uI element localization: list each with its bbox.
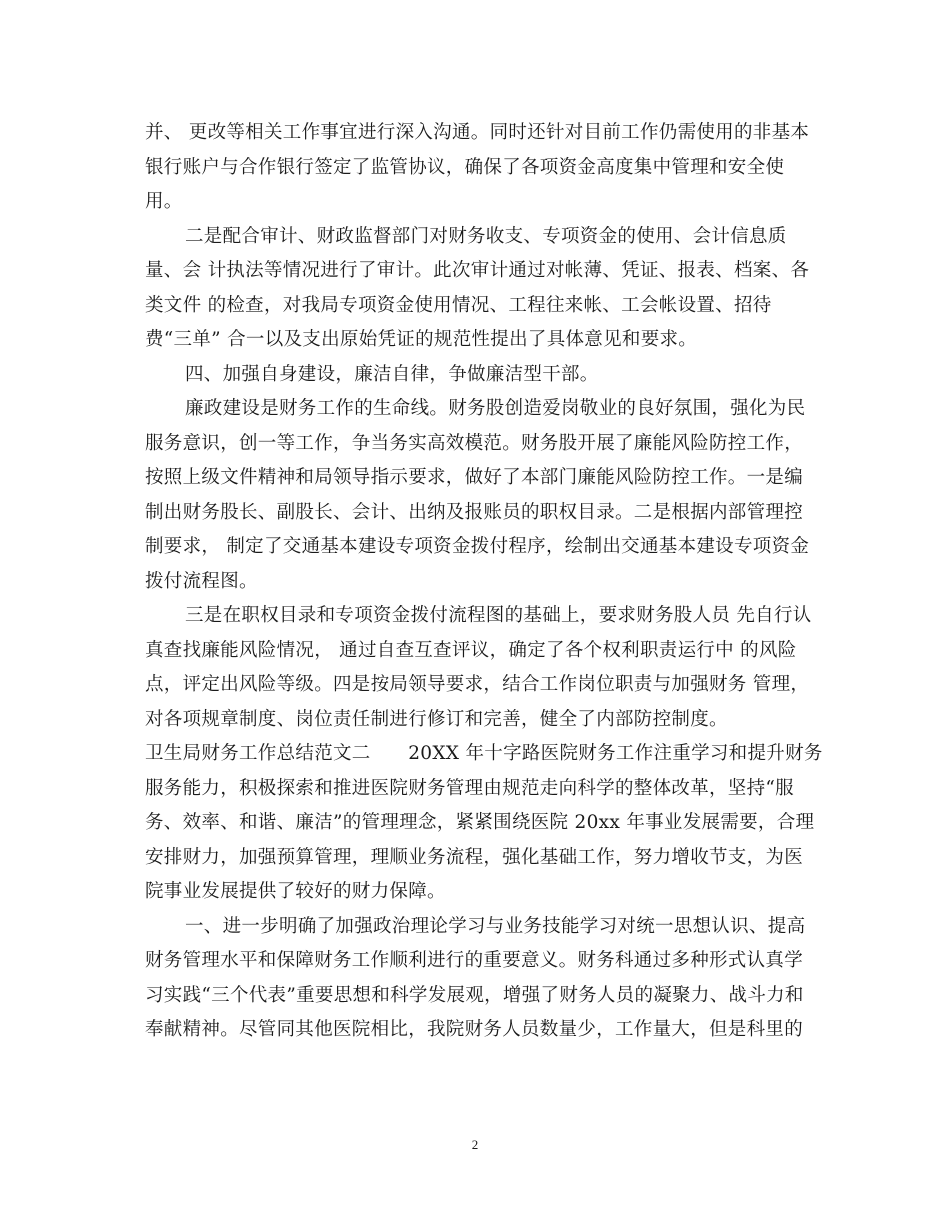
- page-number: 2: [471, 1137, 479, 1152]
- text-line: 安排财力，加强预算管理，理顺业务流程，强化基础工作，努力增收节支，为医: [145, 846, 804, 868]
- text-line: 类文件 的检查，对我局专项资金使用情况、工程往来帐、工会帐设置、招待: [145, 294, 772, 316]
- text-line: 四、加强自身建设，廉洁自律，争做廉洁型干部。: [185, 363, 599, 385]
- document-body: [145, 116, 823, 1048]
- text-line: 服务意识，创一等工作，争当务实高效模范。财务股开展了廉能风险防控工作，: [145, 432, 804, 454]
- paragraph: [145, 737, 823, 910]
- text-line: 对各项规章制度、岗位责任制进行修订和完善，健全了内部防控制度。: [145, 708, 728, 730]
- text-line: 并、 更改等相关工作事宜进行深入沟通。同时还针对目前工作仍需使用的非基本: [145, 122, 810, 143]
- text-line: 银行账户与合作银行签定了监管协议，确保了各项资金高度集中管理和安全使: [145, 156, 785, 178]
- text-line: 院事业发展提供了较好的财力保障。: [145, 881, 446, 902]
- paragraph: [145, 599, 810, 737]
- text-line: 习实践“三个代表”重要思想和科学发展观，增强了财务人员的凝聚力、战斗力和: [145, 984, 804, 1006]
- paragraph: [145, 220, 810, 358]
- text-line: 制要求， 制定了交通基本建设专项资金拨付程序，绘制出交通基本建设专项资金: [145, 536, 810, 557]
- text-line: 二是配合审计、财政监督部门对财务收支、专项资金的使用、会计信息质: [185, 225, 787, 247]
- section-heading: [145, 358, 810, 393]
- paragraph: [145, 116, 810, 220]
- text-line: 按照上级文件精神和局领导指示要求，做好了本部门廉能风险防控工作。一是编: [145, 467, 804, 488]
- text-line: 拨付流程图。: [145, 570, 258, 592]
- text-line: 财务管理水平和保障财务工作顺利进行的重要意义。财务科通过多种形式认真学: [145, 950, 804, 971]
- text-line: 一、进一步明确了加强政治理论学习与业务技能学习对统一思想认识、提高: [185, 915, 806, 937]
- text-line: 务、效率、和谐、廉洁”的管理理念，紧紧围绕医院 20xx 年事业发展需要，合理: [145, 812, 815, 833]
- text-line: 廉政建设是财务工作的生命线。财务股创造爱岗敬业的良好氛围，强化为民: [185, 398, 806, 419]
- paragraph: [145, 910, 810, 1048]
- paragraph: [145, 392, 810, 599]
- text-line: 量、会 计执法等情况进行了审计。此次审计通过对帐薄、凭证、报表、档案、各: [145, 260, 810, 281]
- text-line: 真查找廉能风险情况， 通过自查互查评议，确定了各个权利职责运行中 的风险: [145, 639, 797, 661]
- text-line: 奉献精神。尽管同其他医院相比，我院财务人员数量少，工作量大，但是科里的: [145, 1019, 804, 1040]
- text-line: 用。: [145, 191, 183, 212]
- text-line: 点，评定出风险等级。四是按局领导要求，结合工作岗位职责与加强财务 管理，: [145, 674, 810, 695]
- text-line: 费“三单” 合一以及支出原始凭证的规范性提出了具体意见和要求。: [145, 329, 698, 350]
- text-line: 卫生局财务工作总结范文二 20XX 年十字路医院财务工作注重学习和提升财务: [145, 743, 823, 764]
- text-line: 三是在职权目录和专项资金拨付流程图的基础上，要求财务股人员 先自行认: [185, 605, 812, 626]
- text-line: 服务能力，积极探索和推进医院财务管理由规范走向科学的整体改革，坚持“服: [145, 777, 794, 799]
- text-line: 制出财务股长、副股长、会计、出纳及报账员的职权目录。二是根据内部管理控: [145, 501, 804, 523]
